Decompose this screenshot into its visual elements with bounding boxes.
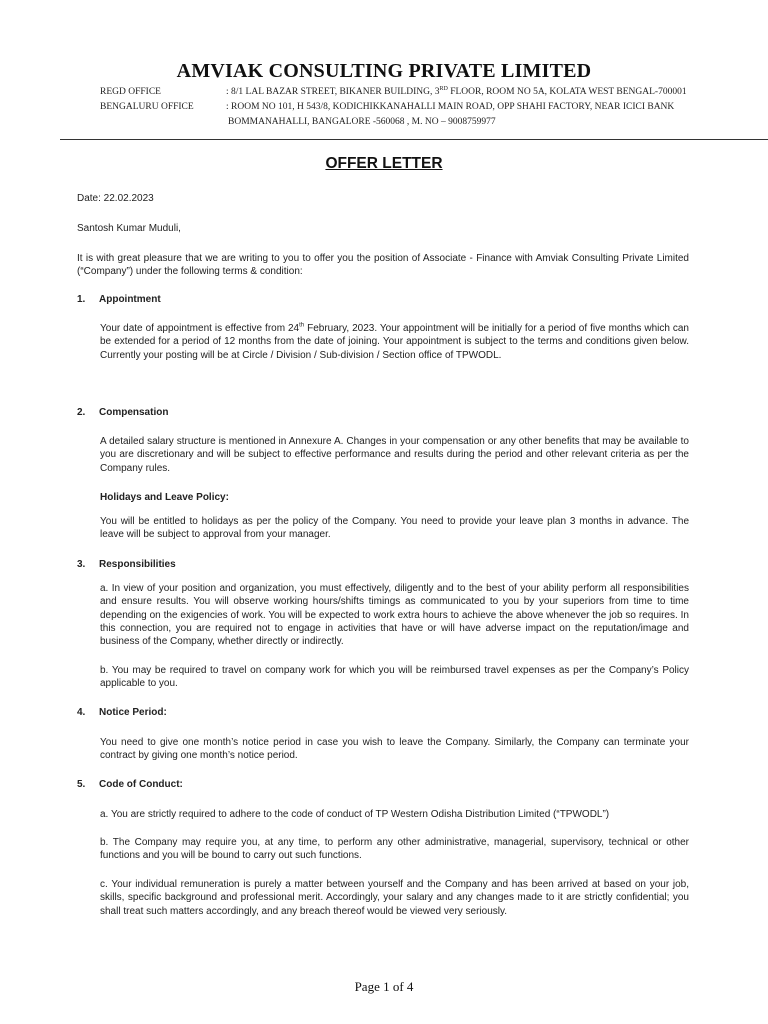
section-number: 4. — [77, 707, 86, 718]
regd-address-sup: RD — [439, 85, 448, 92]
document-title: OFFER LETTER — [325, 155, 443, 172]
letter-date: Date: 22.02.2023 — [77, 193, 154, 204]
appointment-text-b: February, 2023. Your appointment will be initially for a period of five months which can be extended for a period of 12 months from the date of joining. Your appointment is subject to the terms and conditions given below. Currently your posting will be at Circle / Division / Sub-division / Section office of TPWODL. — [100, 323, 689, 361]
section-heading-code-of-conduct — [77, 778, 689, 791]
company-name: AMVIAK CONSULTING PRIVATE LIMITED — [176, 60, 592, 82]
section-heading-compensation — [77, 406, 689, 419]
code-of-conduct-paragraph-c: c. Your individual remuneration is purely a matter between yourself and the Company and has been arrived at based on your job, skills, specific background and professional merit. Accordingly, your salary and any changes made to it are strictly confidential; you shall treat such matters accordingly, and any breach thereof would be viewed very seriously. — [100, 879, 689, 917]
section-number: 5. — [77, 779, 86, 790]
responsibilities-paragraph-b: b. You may be required to travel on company work for which you will be reimbursed travel expenses as per the Company’s Policy applicable to you. — [100, 665, 689, 690]
section-number: 3. — [77, 559, 86, 570]
section-number: 1. — [77, 294, 86, 305]
code-of-conduct-paragraph-b: b. The Company may require you, at any time, to perform any other administrative, managerial, supervisory, technical or other functions and you will be bound to carry out such functions. — [100, 837, 689, 862]
regd-address-part-b: FLOOR, ROOM NO 5A, KOLATA WEST BENGAL-700001 — [447, 87, 687, 97]
letterhead-divider — [60, 139, 768, 140]
section-title: Notice Period: — [99, 707, 167, 718]
appointment-text-a: Your date of appointment is effective from 24 — [100, 323, 300, 334]
bengaluru-office-address-1: : ROOM NO 101, H 543/8, KODICHIKKANAHALLI MAIN ROAD, OPP SHAHI FACTORY, NEAR ICICI BANK — [226, 102, 675, 112]
bengaluru-office-address-2: BOMMANAHALLI, BANGALORE -560068 , M. NO – 9008759977 — [228, 117, 496, 127]
compensation-paragraph: A detailed salary structure is mentioned in Annexure A. Changes in your compensation or any other benefits that may be available to you are discretionary and will be subject to effective performance and results during the period and other relevant criteria as per the Company rules. — [100, 436, 689, 474]
appointment-paragraph — [100, 322, 689, 362]
addressee: Santosh Kumar Muduli, — [77, 223, 181, 234]
regd-address-part-a: : 8/1 LAL BAZAR STREET, BIKANER BUILDING, 3 — [226, 87, 440, 97]
responsibilities-paragraph-a: a. In view of your position and organization, you must effectively, diligently and to the best of your ability perform all responsibilities and ensure results. You will observe working hours/shifts timings as communicated to you by your superiors from time to time depending on the exigencies of work. You will be expected to work extra hours to achieve the above whenever the job so requires. In this connection, you are required not to engage in activities that have or will have adverse impact on the reputation/image and business of the Company, whether directly or indirectly. — [100, 583, 689, 648]
intro-paragraph: It is with great pleasure that we are writing to you to offer you the position of Associate - Finance with Amviak Consulting Private Limited (“Company”) under the following terms & condition: — [77, 253, 689, 278]
section-heading-appointment — [77, 293, 689, 306]
page-number: Page 1 of 4 — [354, 979, 414, 994]
holidays-subheading: Holidays and Leave Policy: — [100, 492, 229, 503]
regd-office-address — [226, 87, 687, 97]
regd-office-label: REGD OFFICE — [100, 87, 161, 97]
bengaluru-office-label: BENGALURU OFFICE — [100, 102, 194, 112]
section-number: 2. — [77, 407, 86, 418]
code-of-conduct-paragraph-a: a. You are strictly required to adhere to the code of conduct of TP Western Odisha Distribution Limited (“TPWODL”) — [100, 809, 610, 820]
section-title: Appointment — [99, 294, 161, 305]
section-heading-notice-period — [77, 706, 689, 719]
notice-period-paragraph: You need to give one month’s notice period in case you wish to leave the Company. Similarly, the Company can terminate your contract by giving one month’s notice period. — [100, 737, 689, 762]
section-title: Responsibilities — [99, 559, 176, 570]
section-title: Code of Conduct: — [99, 779, 183, 790]
section-title: Compensation — [99, 407, 169, 418]
holidays-paragraph: You will be entitled to holidays as per the policy of the Company. You need to provide your leave plan 3 months in advance. The leave will be subject to approval from your manager. — [100, 516, 689, 541]
section-heading-responsibilities — [77, 558, 689, 571]
appointment-sup: th — [299, 322, 305, 329]
